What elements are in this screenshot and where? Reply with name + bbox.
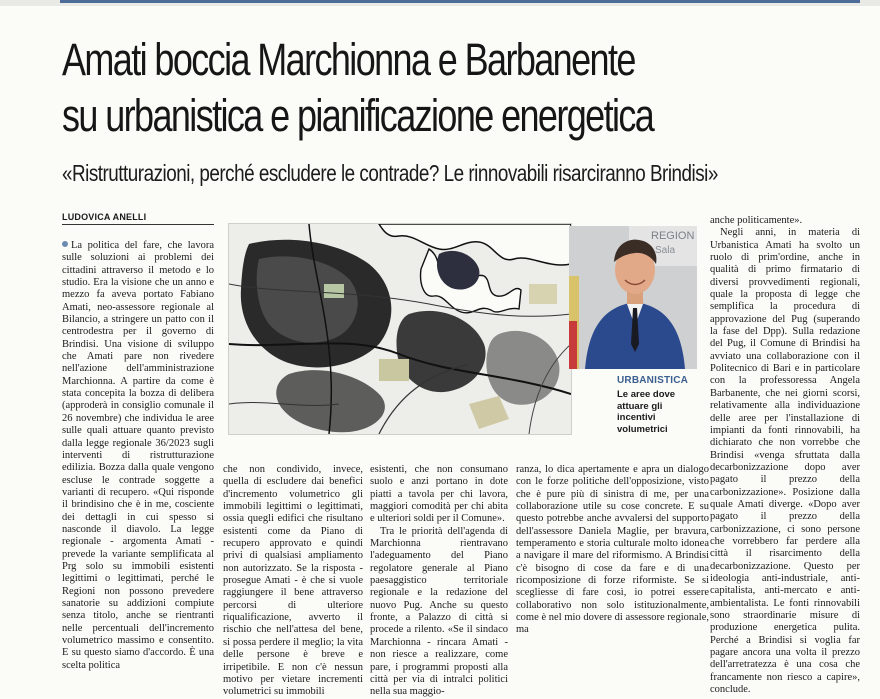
column-1	[62, 240, 214, 672]
column-3	[370, 464, 508, 699]
page-top-accent	[60, 0, 860, 3]
column-4	[516, 464, 709, 637]
column-5-para-1: anche politicamente».	[710, 215, 803, 226]
sign-text-2: Sala	[655, 245, 676, 256]
column-2-text: che non condivido, invece, quella di escludere dai benefici d'incremento volumetrico gli immobili legittimi o legittimati, ossia quegli edifici che risultano esistenti come da Piano di recupero approvato e quindi privi di qualsiasi ampliamento non autorizzato. Se la risposta - prosegue Amati - è che si vuole raggiungere il bene attraverso percorsi di ulteriore riqualificazione, avverto il rischio che nell'attesa del bene, si possa perdere il meglio; la vita delle persone è breve e irripetibile. E non c'è nessun motivo per vietare incrementi volumetrici su immobili	[223, 464, 363, 698]
column-2	[223, 464, 363, 699]
column-1-text: La politica del fare, che lavora sulle soluzioni ai problemi dei cittadini attraverso il metodo e lo studio. Era la visione che un anno e mezzo fa aveva portato Fabiano Amati, neo-assessore regionale al Bilancio, a stringere un patto con il centrodestra per il governo di Brindisi. Una visione di sviluppo che Amati pare non rivedere nell'azione dell'amministrazione Marchionna. A partire da come è stata concepita la bozza di delibera (approderà in consiglio comunale il 26 novembre) che individua le aree sulle quali attuare quanto previsto dalla legge regionale 36/2023 sugli interventi di ristrutturazione edilizia. Bozza dalla quale vengono escluse le contrade soggette a varianti di recupero. «Qui risponde il brindisino che è in me, cosciente dei dettagli in cui spesso si nasconde il diavolo. La legge regionale - argomenta Amati - prevede la variante semplificata al Prg solo su immobili esistenti legittimi o legittimati, perché le Regioni non possono prevedere sanatorie su addizioni compiute senza titolo, anche se rientranti nelle percentuali dell'incremento volumetrico massimo e consentito. E su questo siamo d'accordo. È una scelta politica	[62, 240, 214, 671]
subheadline: «Ristrutturazioni, perché escludere le contrade? Le rinnovabili risarciranno Brindisi»	[62, 160, 718, 186]
column-3-para-2: Tra le priorità dell'agenda di Marchionna rientravano l'adeguamento del Piano regolatore generale al Piano paesaggistico territoriale regionale e la redazione del nuovo Pug. Anche su questo fronte, a Palazzo di città si procede a rilento. «Se il sindaco Marchionna - rincara Amati - non riesce a realizzare, come pare, i programmi proposti alla città per via di intralci politici nella sua maggio-	[370, 525, 508, 698]
city-map-image	[228, 223, 572, 435]
headline-line-2: su urbanistica e pianificazione energetica	[62, 90, 654, 141]
bullet-dot-icon	[62, 241, 68, 247]
sign-text-1: REGION	[651, 230, 695, 242]
column-4-text: ranza, lo dica apertamente e apra un dialogo con le forze politiche dell'opposizione, visto che è pure più di sinistra di me, per una collaborazione utile su cose concrete. E su questo potrebbe anche avvalersi del supporto dell'assessore Daniela Maglie, per bravura, temperamento e storia culturale molto idonea a navigare il mare del riformismo. A Brindisi c'è bisogno di cose da fare e di una ricomposizione di forze riformiste. Se si scegliesse di fare così, io potrei essere collaborativo non solo istituzionalmente, come è nel mio dovere di assessore regionale, ma	[516, 464, 709, 636]
column-3-para-1: esistenti, che non consumano suolo e anzi portano in dote piatti a tavola per chi lavora, maggiori comodità per chi abita e ulteriori soldi per il Comune».	[370, 464, 508, 525]
column-5-para-2: Negli anni, in materia di Urbanistica Amati ha svolto un ruolo di prim'ordine, anche in qualità di primo firmatario di diversi provvedimenti regionali, quale la proposta di legge che semplifica la procedura di approvazione del Pug (superando la fase del Dpp). Sulla redazione del Pug, il Comune di Brindisi ha avviato una collaborazione con il Politecnico di Bari e in particolare con la professoressa Angela Barbanente, che nei giorni scorsi, relativamente alla individuazione delle aree per l'installazione di impianti da fonti rinnovabili, ha dichiarato che non vorrebbe che Brindisi «venga sfruttata dalla decarbonizzazione dopo aver pagato il prezzo della carbonizzazione». Posizione dalla quale Amati diverge. «Dopo aver pagato il prezzo della carbonizzazione, ci sono persone che vorrebbero far perdere alla città il risarcimento della decarbonizzazione. Questo per ideologia anti-industriale, anti-capitalista, anti-mercato e anti-ambientalista. Le fonti rinnovabili sono straordinarie misure di produzione energetica pulita. Perché a Brindisi si voglia far pagare ancora una volta il prezzo dell'arretratezza è una cosa che francamente non riesco a capire», conclude.	[710, 227, 860, 696]
column-5	[710, 215, 860, 696]
portrait-photo	[569, 226, 697, 369]
byline: LUDOVICA ANELLI	[62, 212, 147, 222]
caption-kicker: URBANISTICA	[617, 375, 689, 386]
map-graphic	[229, 224, 571, 434]
headline-line-1: Amati boccia Marchionna e Barbanente	[62, 34, 635, 85]
portrait-graphic	[569, 226, 697, 369]
byline-rule	[62, 224, 214, 225]
caption-text: Le aree dove attuare gli incentivi volumetrici	[617, 389, 676, 435]
